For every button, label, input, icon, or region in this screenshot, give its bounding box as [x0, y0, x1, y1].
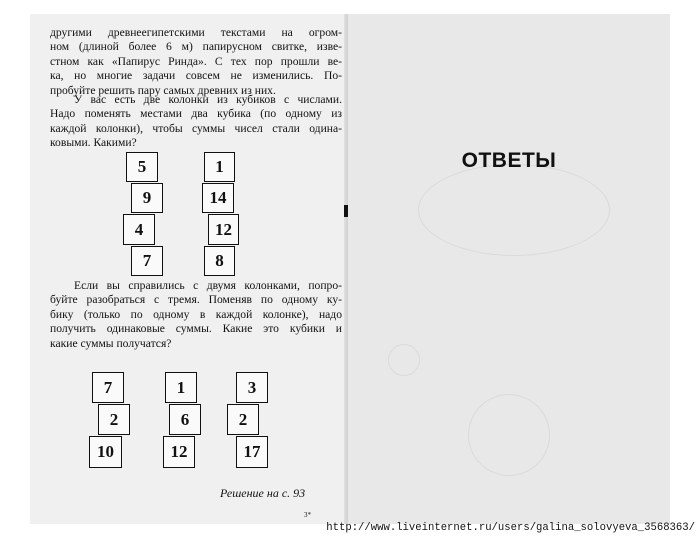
bleed-through-shape [388, 344, 420, 376]
cube: 14 [202, 183, 234, 213]
text-line: ковыми. Какими? [50, 136, 137, 150]
cube: 7 [92, 372, 124, 403]
text-line: какие суммы получатся? [50, 336, 172, 350]
page-title: ОТВЕТЫ [461, 149, 557, 172]
book-spread [30, 14, 670, 524]
cube: 12 [163, 436, 195, 468]
text-line: Если вы справились с двумя колонками, попро- [74, 279, 342, 292]
text-line: другими древнеегипетскими текстами на огром- [50, 26, 342, 39]
text-line: буйте разобраться с тремя. Поменяв по одному ку- [50, 293, 342, 307]
text-line: бику (только по одному в каждой колонке), надо [50, 307, 342, 321]
task1-paragraph [50, 93, 342, 151]
cube: 12 [208, 214, 239, 245]
cube: 8 [204, 246, 235, 276]
solution-reference: Решение на с. 93 [220, 486, 306, 500]
cube: 6 [169, 404, 201, 435]
text-line: стном как «Папирус Ринда». С тех пор прошли ве- [50, 54, 342, 68]
cube: 1 [165, 372, 197, 403]
bleed-through-shape [418, 164, 610, 256]
cube: 2 [98, 404, 130, 435]
text-line: ном (длиной более 6 м) папирусном свитке, изве- [50, 40, 342, 54]
cube: 4 [123, 214, 155, 245]
cube: 1 [204, 152, 235, 182]
cube: 9 [131, 183, 163, 213]
cube: 5 [126, 152, 158, 182]
cube: 2 [227, 404, 259, 435]
text-line: пробуйте решить пару самых древних из них. [50, 83, 276, 97]
text-line: получить одинаковые суммы. Какие это кубики и [50, 322, 342, 336]
right-page [348, 14, 670, 524]
text-line: каждой колонки), чтобы суммы чисел стали одина- [50, 121, 342, 135]
cube: 17 [236, 436, 268, 468]
left-page [30, 14, 348, 524]
cube: 7 [131, 246, 163, 276]
intro-paragraph [50, 26, 342, 98]
watermark-url: http://www.liveinternet.ru/users/galina_solovyeva_3568363/ [326, 522, 695, 534]
task2-paragraph [50, 279, 342, 351]
text-line: Надо поменять местами два кубика (по одному из [50, 107, 342, 121]
cube: 3 [236, 372, 268, 403]
cube: 10 [89, 436, 122, 468]
text-line: У вас есть две колонки из кубиков с числами. [74, 93, 342, 106]
bleed-through-shape [468, 394, 550, 476]
text-line: ка, но многие задачи совсем не изменились. По- [50, 69, 342, 83]
page-number: 3* [304, 511, 311, 519]
